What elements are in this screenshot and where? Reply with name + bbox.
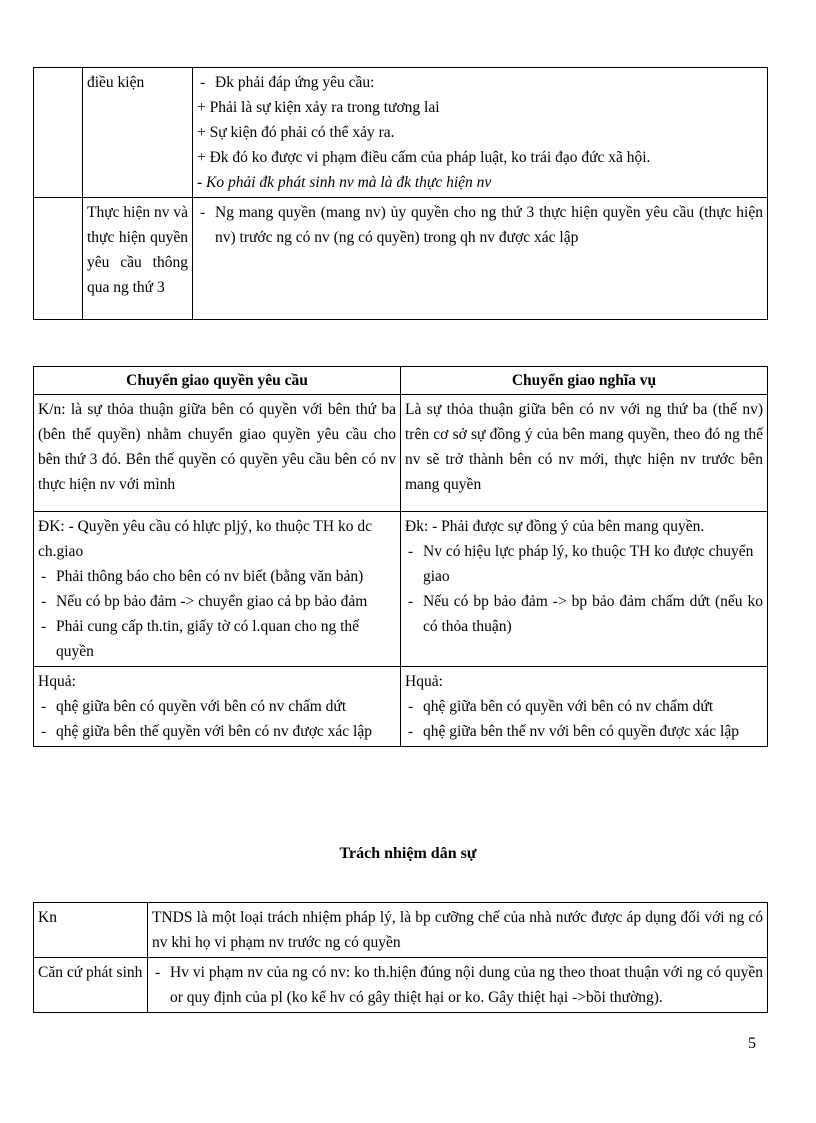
table-row: [34, 68, 768, 198]
header-row: [34, 367, 768, 395]
cell-intro: Hquả:: [405, 673, 443, 690]
bullet-list: [197, 200, 763, 250]
conditions-table: [33, 67, 768, 320]
row-label: Căn cứ phát sinh: [34, 958, 148, 1013]
table-row: [34, 512, 768, 667]
section-title: Trách nhiệm dân sự: [339, 845, 477, 862]
consequence-cell: [401, 667, 768, 747]
bullet-list: [152, 960, 763, 1010]
italic-note: - Ko phải đk phát sinh nv mà là đk thực hiện nv: [197, 174, 492, 191]
table-row: [34, 903, 768, 958]
list-item: - qhệ giữa bên có quyền với bên có nv chấm dứt: [38, 694, 396, 719]
row-label: điều kiện: [83, 68, 193, 198]
list-item: - qhệ giữa bên thế quyền với bên có nv được xác lập: [38, 719, 396, 744]
row-content: TNDS là một loại trách nhiệm pháp lý, là bp cưỡng chế của nhà nước được áp dụng đối với ng có nv khi họ vi phạm nv trước ng có quyền: [148, 903, 768, 958]
list-item: - qhệ giữa bên thế nv với bên có quyền được xác lập: [405, 719, 763, 744]
bullet-list: [197, 70, 763, 95]
list-item: - Phải cung cấp th.tin, giấy tờ có l.quan cho ng thế quyền: [38, 614, 396, 664]
bullet-list: [405, 539, 763, 639]
row-label: Kn: [34, 903, 148, 958]
list-item: - Phải thông báo cho bên có nv biết (bằng văn bản): [38, 564, 396, 589]
bullet-list: [405, 694, 763, 744]
list-item: - Đk phải đáp ứng yêu cầu:: [197, 70, 763, 95]
cell-intro: Hquả:: [38, 673, 76, 690]
list-item: - Nếu có bp bảo đảm -> bp bảo đảm chấm dứt (nếu ko có thỏa thuận): [405, 589, 763, 639]
table-row: [34, 395, 768, 512]
column-header: Chuyển giao nghĩa vụ: [401, 367, 768, 395]
row-label: Thực hiện nv và thực hiện quyền yêu cầu thông qua ng thứ 3: [83, 198, 193, 320]
empty-cell: [34, 68, 83, 198]
list-item: - Ng mang quyền (mang nv) ủy quyền cho ng thứ 3 thực hiện quyền yêu cầu (thực hiện nv) trước ng có nv (ng có quyền) trong qh nv được xác lập: [197, 200, 763, 250]
civil-liability-table: [33, 902, 768, 1013]
table-row: [34, 667, 768, 747]
list-item: - Hv vi phạm nv của ng có nv: ko th.hiện đúng nội dung của ng theo thoat thuận với ng có quyền or quy định của pl (ko kể hv có gây thiệt hại or ko. Gây thiệt hại ->bồi thường).: [152, 960, 763, 1010]
bullet-list: [38, 564, 396, 664]
table-row: [34, 958, 768, 1013]
condition-cell: [401, 512, 768, 667]
cell-intro: Đk: - Phải được sự đồng ý của bên mang quyền.: [405, 518, 705, 535]
row-content: [193, 68, 768, 198]
definition-cell: Là sự thỏa thuận giữa bên có nv với ng thứ ba (thế nv) trên cơ sở sự đồng ý của bên mang quyền, theo đó ng thế nv sẽ trở thành bên có nv mới, thực hiện nv trước bên mang quyền: [401, 395, 768, 512]
bullet-list: [38, 694, 396, 744]
list-item: - Nv có hiệu lực pháp lý, ko thuộc TH ko được chuyển giao: [405, 539, 763, 589]
column-header: Chuyển giao quyền yêu cầu: [34, 367, 401, 395]
page-number: 5: [748, 1035, 756, 1052]
condition-cell: [34, 512, 401, 667]
empty-cell: [34, 198, 83, 320]
transfer-comparison-table: [33, 366, 768, 747]
plus-item: + Phải là sự kiện xảy ra trong tương lai: [197, 99, 440, 116]
plus-item: + Sự kiện đó phải có thể xảy ra.: [197, 124, 395, 141]
consequence-cell: [34, 667, 401, 747]
plus-item: + Đk đó ko được vi phạm điều cấm của pháp luật, ko trái đạo đức xã hội.: [197, 149, 651, 166]
list-item: - Nếu có bp bảo đảm -> chuyển giao cả bp bảo đảm: [38, 589, 396, 614]
row-content: [148, 958, 768, 1013]
list-item: - qhệ giữa bên có quyền với bên có nv chấm dứt: [405, 694, 763, 719]
cell-intro: ĐK: - Quyền yêu cầu có hlực pljý, ko thuộc TH ko dc ch.giao: [38, 518, 372, 560]
row-content: [193, 198, 768, 320]
table-row: [34, 198, 768, 320]
definition-cell: K/n: là sự thỏa thuận giữa bên có quyền với bên thứ ba (bên thế quyền) nhằm chuyển giao quyền yêu cầu cho bên thứ 3 đó. Bên thế quyền có quyền yêu cầu bên có nv thực hiện nv với mình: [34, 395, 401, 512]
